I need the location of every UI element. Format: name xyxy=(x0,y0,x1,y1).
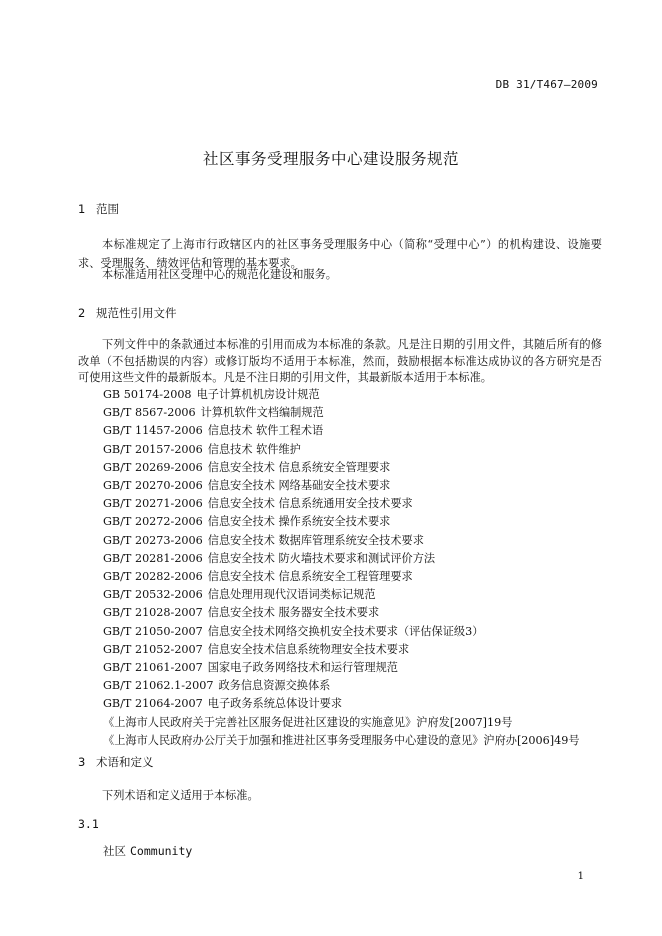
scope-paragraph-2: 本标准适用社区受理中心的规范化建设和服务。 xyxy=(102,268,337,281)
reference-item xyxy=(103,695,580,713)
reference-code: GB/T 20281-2006 xyxy=(103,551,203,565)
section-title: 范围 xyxy=(96,202,119,216)
reference-item xyxy=(103,604,580,622)
reference-name: 信息安全技术 信息系统通用安全技术要求 xyxy=(207,497,413,511)
reference-item xyxy=(103,714,580,732)
reference-code: GB/T 8567-2006 xyxy=(103,406,196,420)
reference-name: 信息安全技术 网络基础安全技术要求 xyxy=(207,479,391,493)
reference-code: GB/T 20272-2006 xyxy=(103,515,203,529)
section-1-heading xyxy=(78,201,119,217)
reference-name: 信息安全技术 防火墙技术要求和测试评价方法 xyxy=(207,551,436,565)
section-2-heading xyxy=(78,305,177,321)
section-3-heading xyxy=(78,754,154,770)
document-title: 社区事务受理服务中心建设服务规范 xyxy=(202,150,459,168)
reference-item xyxy=(103,459,580,477)
reference-item xyxy=(103,550,580,568)
reference-name: 国家电子政务网络技术和运行管理规范 xyxy=(207,661,398,675)
reference-item xyxy=(103,495,580,513)
terms-intro: 下列术语和定义适用于本标准。 xyxy=(102,789,259,802)
reference-code: GB/T 20271-2006 xyxy=(103,497,203,511)
reference-item xyxy=(103,641,580,659)
reference-name: 信息安全技术 信息系统安全管理要求 xyxy=(207,460,391,474)
reference-code: GB/T 20270-2006 xyxy=(103,479,203,493)
reference-name: 信息安全技术 信息系统安全工程管理要求 xyxy=(207,570,413,584)
reference-code: GB/T 21052-2007 xyxy=(103,642,203,656)
reference-code: GB/T 20282-2006 xyxy=(103,570,203,584)
subsection-number: 3.1 xyxy=(78,817,99,831)
reference-name: 政务信息资源交换体系 xyxy=(218,679,331,693)
section-number: 3 xyxy=(78,755,86,769)
reference-name: 《上海市人民政府关于完善社区服务促进社区建设的实施意见》沪府发[2007]19号 xyxy=(103,715,513,729)
reference-item xyxy=(103,422,580,440)
reference-name: 信息安全技术信息系统物理安全技术要求 xyxy=(207,642,410,656)
reference-item xyxy=(103,732,580,750)
reference-code: GB/T 21061-2007 xyxy=(103,661,203,675)
reference-item xyxy=(103,532,580,550)
reference-code: GB/T 20532-2006 xyxy=(103,588,203,602)
reference-code: GB/T 21028-2007 xyxy=(103,606,203,620)
reference-name: 信息安全技术 数据库管理系统安全技术要求 xyxy=(207,533,424,547)
reference-name: 计算机软件文档编制规范 xyxy=(200,406,324,420)
reference-name: 电子政务系统总体设计要求 xyxy=(207,697,343,711)
reference-code: GB/T 21050-2007 xyxy=(103,624,203,638)
reference-item xyxy=(103,659,580,677)
reference-item xyxy=(103,386,580,404)
reference-name: 信息安全技术 操作系统安全技术要求 xyxy=(207,515,391,529)
scope-paragraph-1: 本标准规定了上海市行政辖区内的社区事务受理服务中心（简称“受理中心”）的机构建设、设施要求、受理服务、绩效评估和管理的基本要求。 xyxy=(78,238,602,270)
reference-code: GB/T 20269-2006 xyxy=(103,460,203,474)
reference-list xyxy=(103,386,580,750)
reference-item xyxy=(103,586,580,604)
reference-code: GB/T 11457-2006 xyxy=(103,424,203,438)
reference-code: GB/T 21064-2007 xyxy=(103,697,203,711)
section-number: 1 xyxy=(78,202,86,216)
reference-name: 《上海市人民政府办公厅关于加强和推进社区事务受理服务中心建设的意见》沪府办[2006]49号 xyxy=(103,733,580,747)
section-number: 2 xyxy=(78,306,86,320)
reference-name: 信息技术 软件维护 xyxy=(207,442,301,456)
reference-code: GB/T 21062.1-2007 xyxy=(103,679,214,693)
reference-name: 电子计算机机房设计规范 xyxy=(196,388,320,401)
reference-item xyxy=(103,477,580,495)
section-title: 术语和定义 xyxy=(96,755,154,769)
term-entry xyxy=(103,843,192,859)
reference-code: GB 50174-2008 xyxy=(103,388,192,401)
reference-name: 信息技术 软件工程术语 xyxy=(207,424,324,438)
reference-name: 信息处理用现代汉语词类标记规范 xyxy=(207,588,376,602)
section-title: 规范性引用文件 xyxy=(96,306,177,320)
reference-item xyxy=(103,441,580,459)
term-english: Community xyxy=(130,844,193,858)
reference-item xyxy=(103,623,580,641)
reference-item xyxy=(103,513,580,531)
reference-name: 信息安全技术 服务器安全技术要求 xyxy=(207,606,380,620)
document-code: DB 31/T467—2009 xyxy=(495,78,598,91)
reference-item xyxy=(103,404,580,422)
reference-code: GB/T 20273-2006 xyxy=(103,533,203,547)
normative-refs-intro: 下列文件中的条款通过本标准的引用而成为本标准的条款。凡是注日期的引用文件，其随后所有的修改单（不包括勘误的内容）或修订版均不适用于本标准，然而，鼓励根据本标准达成协议的各方研究是否可使用这些文件的最新版本。凡是不注日期的引用文件，其最新版本适用于本标准。 xyxy=(78,338,602,384)
reference-code: GB/T 20157-2006 xyxy=(103,442,203,456)
reference-name: 信息安全技术网络交换机安全技术要求（评估保证级3） xyxy=(207,624,484,638)
term-chinese: 社区 xyxy=(103,844,126,858)
reference-item xyxy=(103,568,580,586)
reference-item xyxy=(103,677,580,695)
page-number: 1 xyxy=(577,871,584,882)
